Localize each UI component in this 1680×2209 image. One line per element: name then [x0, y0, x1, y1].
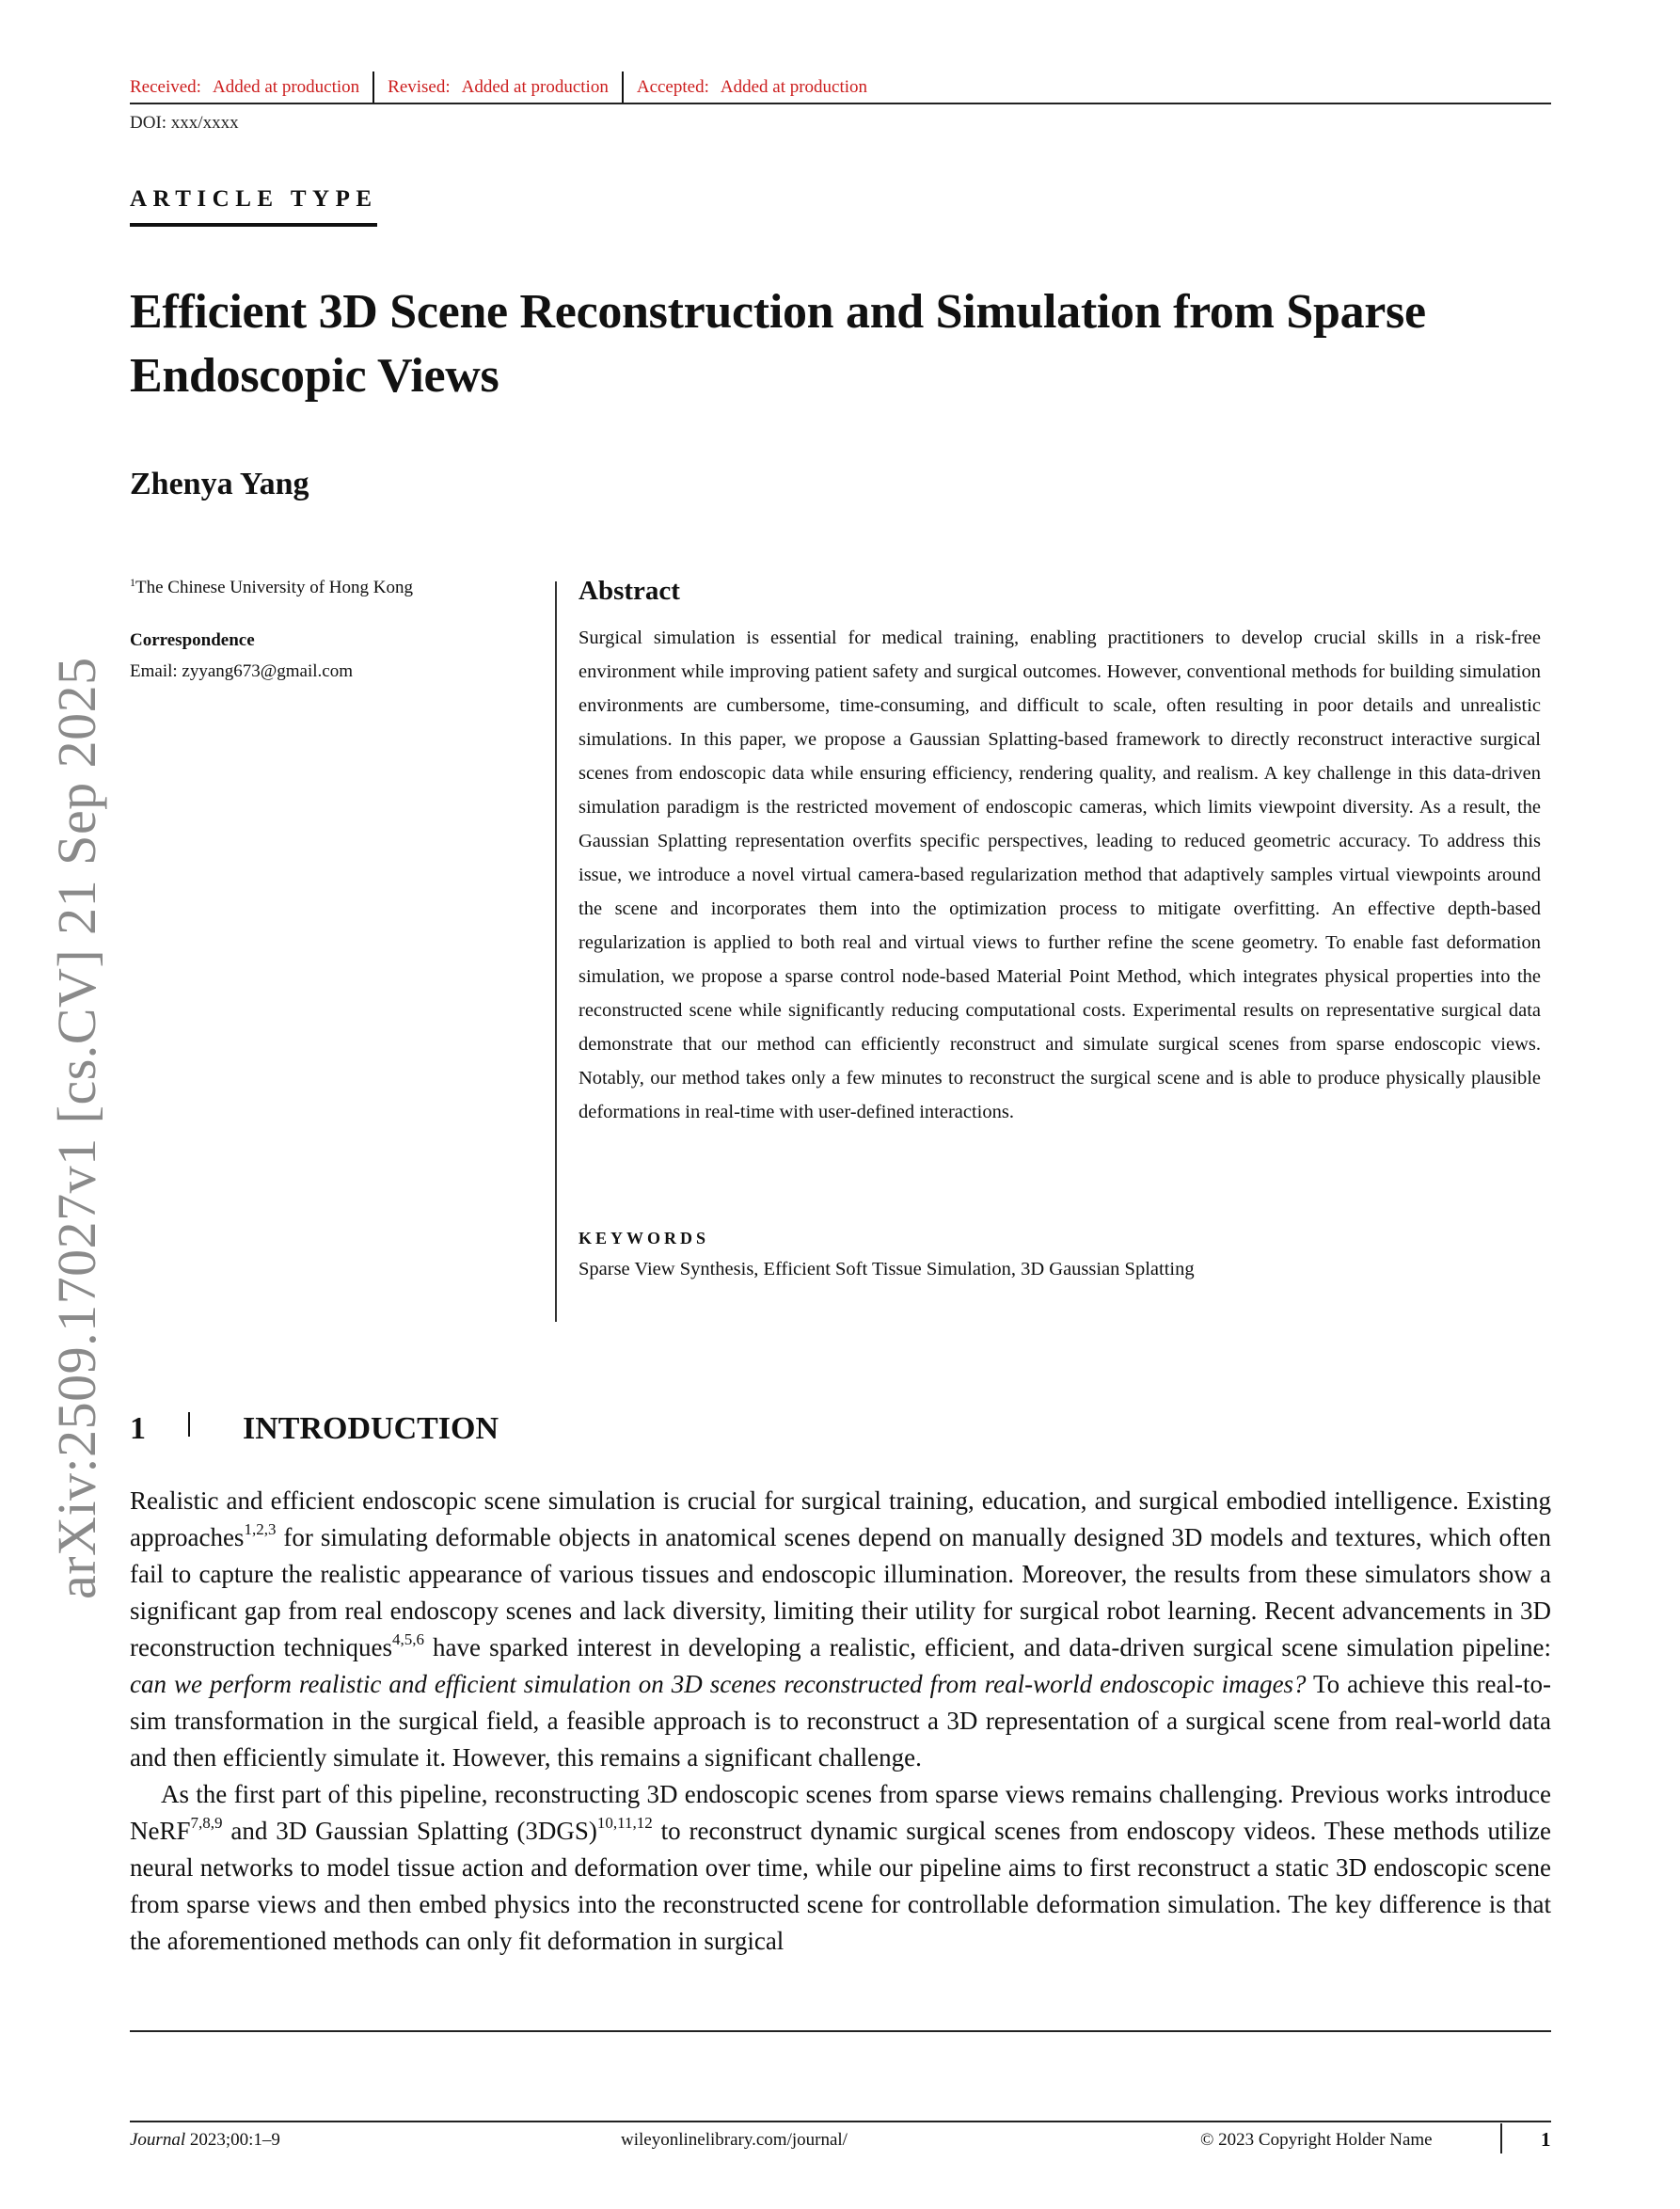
- publication-dates-header: [130, 72, 880, 103]
- arxiv-stamp[interactable]: arXiv:2509.17027v1 [cs.CV] 21 Sep 2025: [46, 657, 107, 1599]
- article-type-underline: [130, 223, 377, 227]
- paragraph: As the first part of this pipeline, reconstructing 3D endoscopic scenes from sparse views remains challenging. Previous works introduce NeRF$^{7,8,9}$ and 3D Gaussian Splatting $(3DGS)^{10,11,12}$ to reconstruct dynamic surgical scenes from endoscopy videos. These methods utilize neural networks to model tissue action and deformation over time, while our pipeline aims to first reconstruct a static 3D endoscopic scene from sparse views and then embed physics into the reconstructed scene for controllable deformation simulation. The key difference is that the aforementioned methods can only fit deformation in surgical: [130, 1780, 1552, 1955]
- affiliation: $^1$The Chinese University of Hong Kong: [130, 576, 413, 597]
- header-rule: [130, 103, 1551, 104]
- doi: DOI: xxx/xxxx: [130, 113, 239, 133]
- author-name: Zhenya Yang: [130, 467, 309, 501]
- correspondence-email[interactable]: Email: zyyang673@gmail.com: [130, 661, 353, 681]
- abstract-heading: Abstract: [578, 576, 680, 606]
- section-title: INTRODUCTION: [243, 1411, 499, 1446]
- footer-separator: [1500, 2123, 1502, 2153]
- correspondence-heading: Correspondence: [130, 630, 255, 650]
- article-type: ARTICLE TYPE: [130, 186, 378, 212]
- keywords-heading: KEYWORDS: [578, 1229, 710, 1248]
- accepted-date: Accepted: Added at production: [636, 77, 868, 97]
- citation[interactable]: 7,8,9: [190, 1814, 223, 1832]
- keywords-text: Sparse View Synthesis, Efficient Soft Tissue Simulation, 3D Gaussian Splatting: [578, 1259, 1195, 1279]
- footer-rule: [130, 2121, 1551, 2122]
- citation[interactable]: 1,2,3: [244, 1520, 277, 1538]
- research-question: can we perform realistic and efficient simulation on 3D scenes reconstructed from real-world endoscopic images?: [130, 1670, 1307, 1698]
- section-number: 1: [130, 1411, 146, 1446]
- introduction-body: [130, 1483, 1551, 1960]
- journal-info: Journal 2023;00:1–9: [130, 2130, 280, 2150]
- journal-url[interactable]: wileyonlinelibrary.com/journal/: [621, 2130, 848, 2150]
- abstract-text: Surgical simulation is essential for medical training, enabling practitioners to develop crucial skills in a risk-free environment while improving patient safety and surgical outcomes. However, conventional methods for building simulation environments are cumbersome, time-consuming, and difficult to scale, often resulting in poor details and unrealistic simulations. In this paper, we propose a Gaussian Splatting-based framework to directly reconstruct interactive surgical scenes from endoscopic data while ensuring efficiency, rendering quality, and realism. A key challenge in this data-driven simulation paradigm is the restricted movement of endoscopic cameras, which limits viewpoint diversity. As a result, the Gaussian Splatting representation overfits specific perspectives, leading to reduced geometric accuracy. To address this issue, we introduce a novel virtual camera-based regularization method that adaptively samples virtual viewpoints around the scene and incorporates them into the optimization process to mitigate overfitting. An effective depth-based regularization is applied to both real and virtual views to further refine the scene geometry. To enable fast deformation simulation, we propose a sparse control node-based Material Point Method, which integrates physical properties into the reconstructed scene while significantly reducing computational costs. Experimental results on representative surgical data demonstrate that our method can efficiently reconstruct and simulate surgical scenes from sparse endoscopic views. Notably, our method takes only a few minutes to reconstruct the surgical scene and is able to produce physically plausible deformations in real-time with user-defined interactions.: [578, 628, 1541, 1122]
- section-separator: [188, 1412, 190, 1437]
- paragraph: Realistic and efficient endoscopic scene simulation is crucial for surgical training, education, and surgical embodied intelligence. Existing approaches$^{1,2,3}$ for simulating deformable objects in anatomical scenes depend on manually designed 3D models and textures, which often fail to capture the realistic appearance of various tissues and endoscopic illumination. Moreover, the results from these simulators show a significant gap from real endoscopy scenes and lack diversity, limiting their utility for surgical robot learning. Recent advancements in 3D reconstruction techniques$^{4,5,6}$ have sparked interest in developing a realistic, efficient, and data-driven surgical scene simulation pipeline: can we perform realistic and efficient simulation on 3D scenes reconstructed from real-world endoscopic images? To achieve this real-to-sim transformation in the surgical field, a feasible approach is to reconstruct a 3D representation of a surgical scene from real-world data and then efficiently simulate it. However, this remains a significant challenge.: [130, 1486, 1552, 1772]
- citation[interactable]: 4,5,6: [391, 1630, 424, 1648]
- copyright: © 2023 Copyright Holder Name: [1200, 2130, 1433, 2150]
- footnote-rule: [130, 2030, 1551, 2032]
- revised-date: Revised: Added at production: [388, 77, 609, 97]
- paper-title: Efficient 3D Scene Reconstruction and Simulation from Sparse Endoscopic Views: [130, 285, 1426, 403]
- abstract-divider: [555, 581, 557, 1322]
- page-number: 1: [1541, 2128, 1551, 2151]
- citation[interactable]: 10,11,12: [596, 1814, 653, 1832]
- received-date: Received: Added at production: [130, 77, 360, 97]
